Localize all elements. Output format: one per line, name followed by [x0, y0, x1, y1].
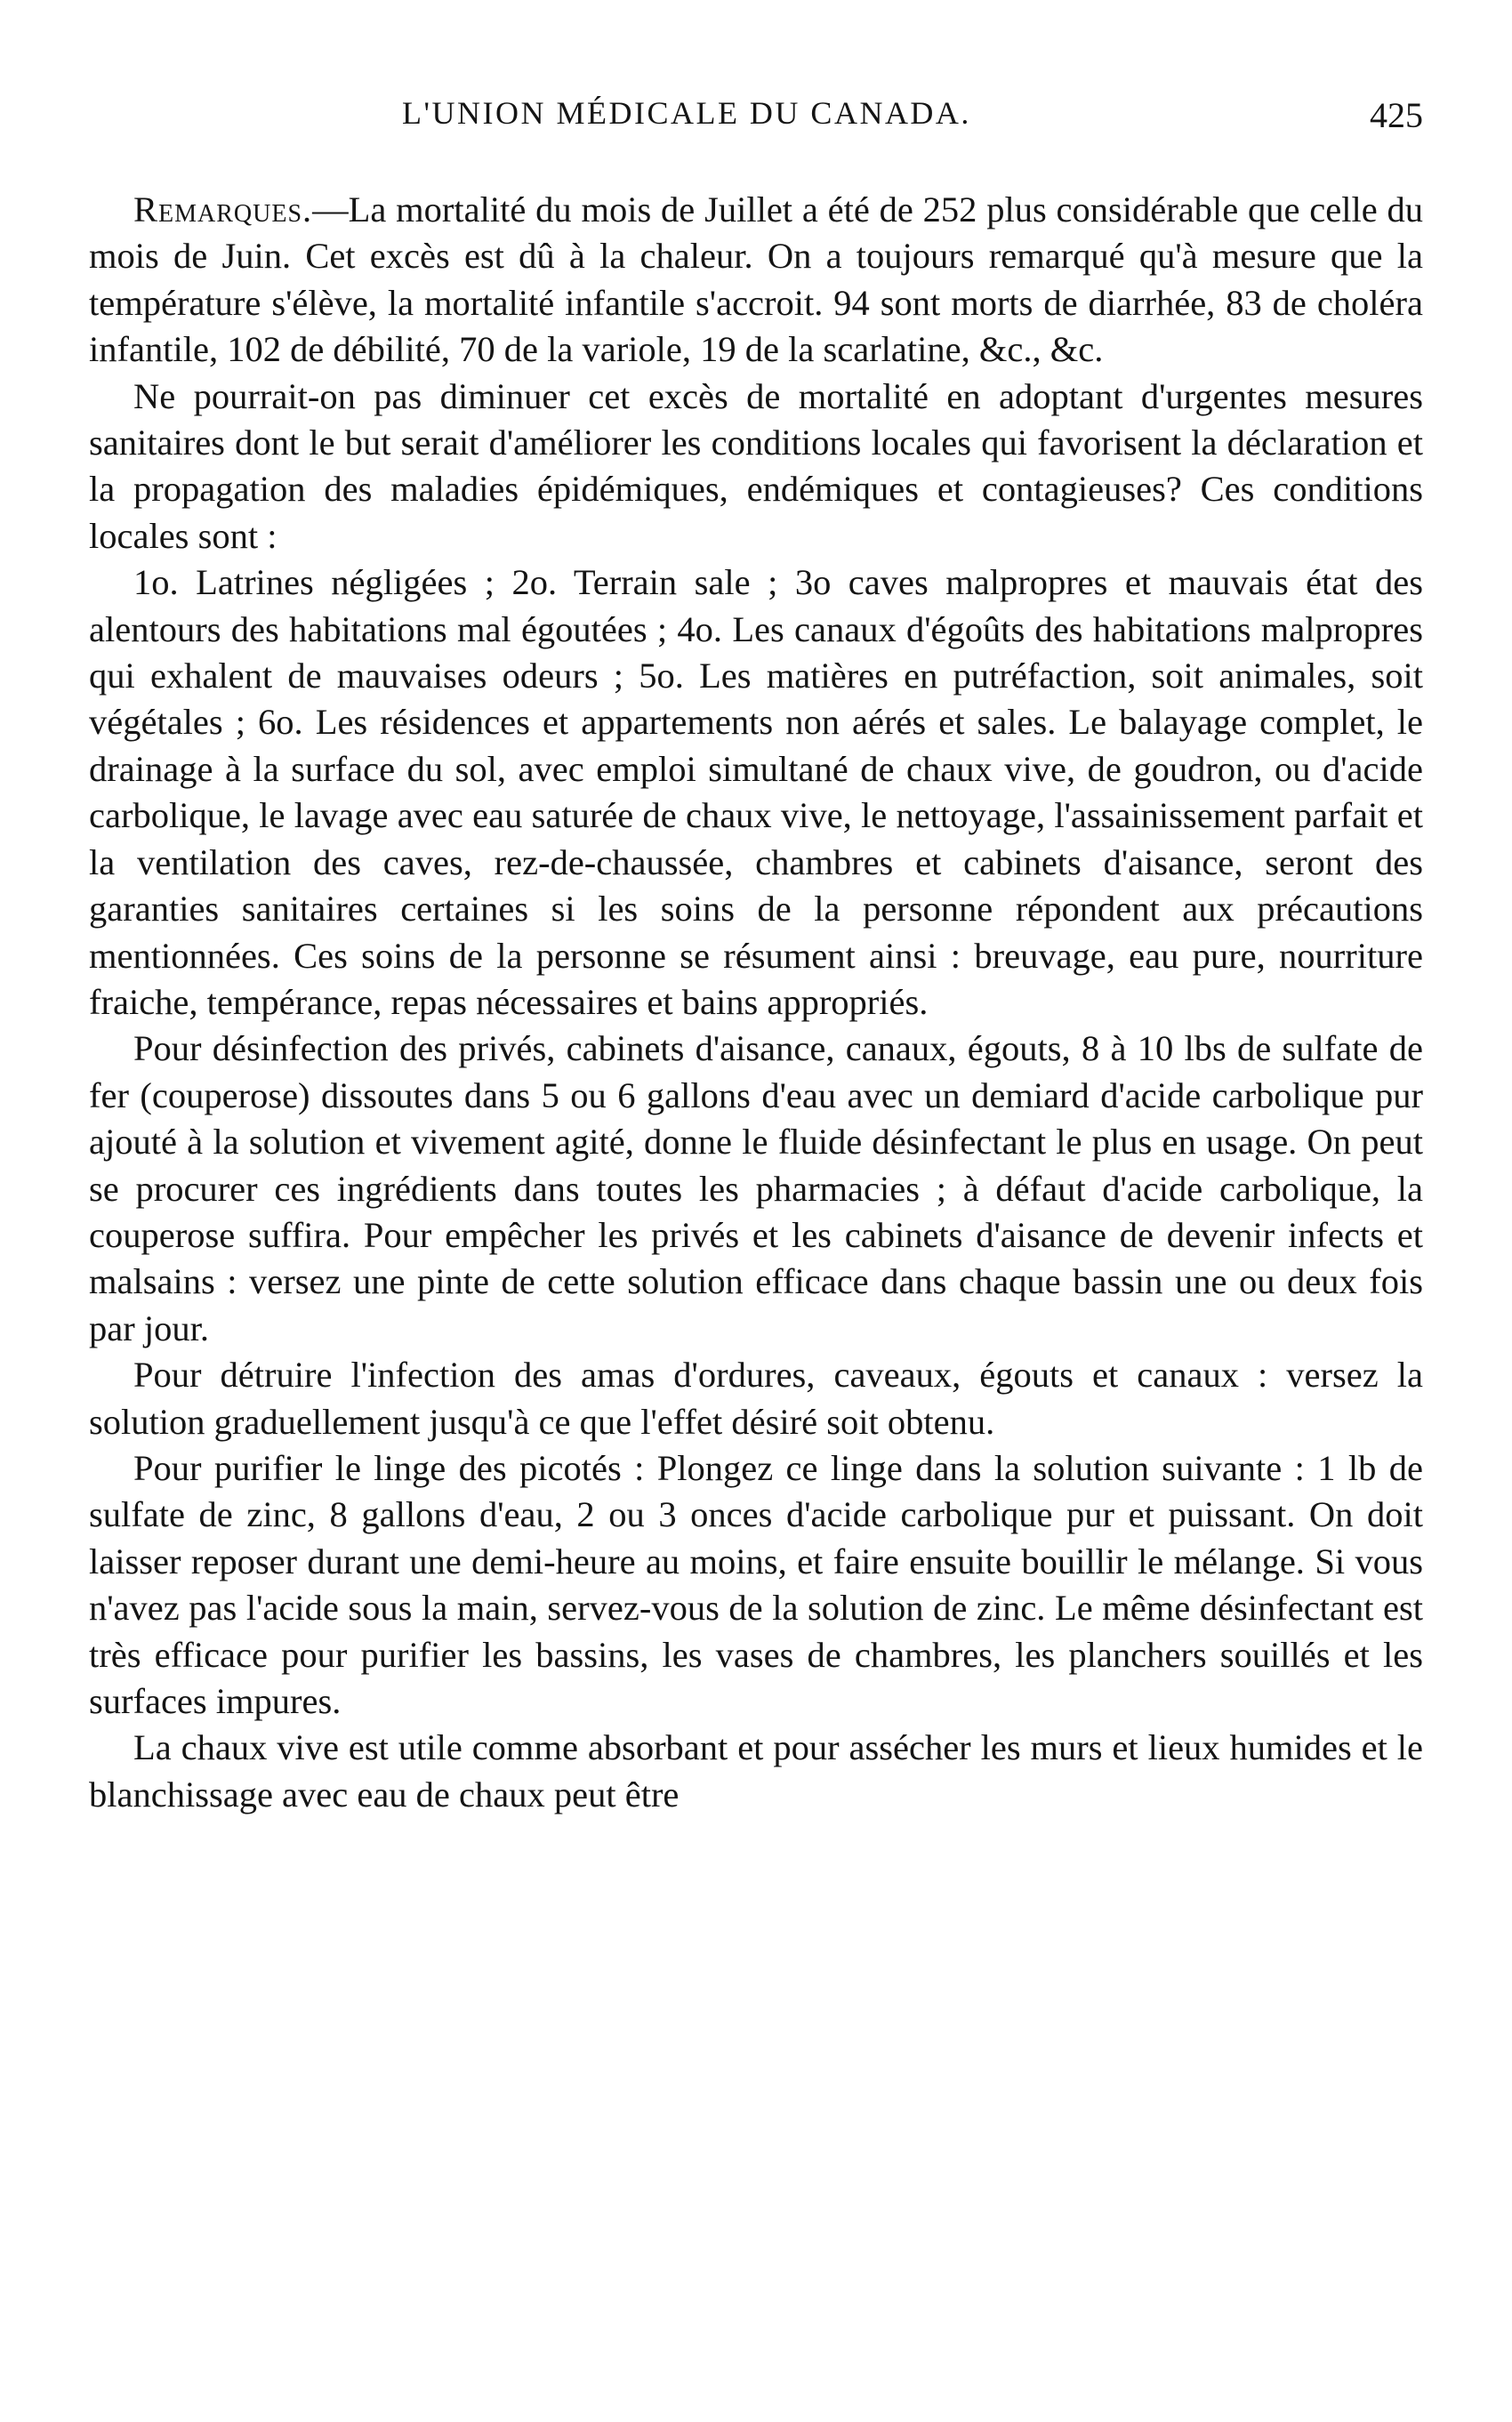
journal-title: L'UNION MÉDICALE DU CANADA. — [402, 95, 971, 131]
paragraph-mesures-sanitaires: Ne pourrait-on pas diminuer cet excès de mortalité en adoptant d'urgentes mesures sanitaires dont le but serait d'améliorer les conditions locales qui favorisent la déclaration et la propagation des maladies épidémiques, endémiques et contagieuses? Ces conditions locales sont : — [89, 375, 1423, 556]
paragraph-conditions-locales: 1o. Latrines négligées ; 2o. Terrain sale ; 3o caves malpropres et mauvais état des alentours des habitations mal égoutées ; 4o. Les canaux d'égoûts des habitations malpropres qui exhalent de mauvaises odeurs ; 5o. Les matières en putréfaction, soit animales, soit végétales ; 6o. Les résidences et appartements non aérés et sales. Le balayage complet, le drainage à la surface du sol, avec emploi simultané de chaux vive, de goudron, ou d'acide carbolique, le lavage avec eau saturée de chaux vive, le nettoyage, l'assainissement parfait et la ventilation des caves, rez-de-chaussée, chambres et cabinets d'aisance, seront des garanties sanitaires certaines si les soins de la personne répondent aux précautions mentionnées. Ces soins de la personne se résument ainsi : breuvage, eau pure, nourriture fraiche, tempérance, repas nécessaires et bains appropriés. — [89, 562, 1423, 1022]
paragraph-chaux-vive: La chaux vive est utile comme absorbant et pour assécher les murs et lieux humides et le blanchissage avec eau de chaux peut être — [89, 1727, 1423, 1814]
paragraph-purifier-linge: Pour purifier le linge des picotés : Plongez ce linge dans la solution suivante : 1 lb de sulfate de zinc, 8 gallons d'eau, 2 ou 3 onces d'acide carbolique pur et puissant. On doit laisser reposer durant une demi-heure au moins, et faire ensuite bouillir le mélange. Si vous n'avez pas l'acide sous la main, servez-vous de la solution de zinc. Le même désinfectant est très efficace pour purifier les bassins, les vases de chambres, les planchers souillés et les surfaces impures. — [89, 1447, 1423, 1721]
paragraph-remarques — [89, 187, 1423, 374]
paragraph-text: —La mortalité du mois de Juillet a été de 252 plus considérable que celle du mois de Juin. Cet excès est dû à la chaleur. On a toujours remarqué qu'à mesure que la température s'élève, la mortalité infantile s'accroit. 94 sont morts de diarrhée, 83 de choléra infantile, 102 de débilité, 70 de la variole, 19 de la scarlatine, &c., &c. — [89, 189, 1423, 370]
page-number: 425 — [1370, 95, 1423, 135]
paragraph-desinfection-prives: Pour désinfection des privés, cabinets d'aisance, canaux, égouts, 8 à 10 lbs de sulfate de fer (couperose) dissoutes dans 5 ou 6 gallons d'eau avec un demiard d'acide carbolique pur ajouté à la solution et vivement agité, donne le fluide désinfectant le plus en usage. On peut se procurer ces ingrédients dans toutes les pharmacies ; à défaut d'acide carbolique, la couperose suffira. Pour empêcher les privés et les cabinets d'aisance de devenir infects et malsains : versez une pinte de cette solution efficace dans chaque bassin une ou deux fois par jour. — [89, 1028, 1423, 1348]
running-header — [89, 94, 1423, 148]
article-body — [89, 187, 1423, 1818]
paragraph-detruire-infection: Pour détruire l'infection des amas d'ordures, caveaux, égouts et canaux : versez la solution graduellement jusqu'à ce que l'effet désiré soit obtenu. — [89, 1355, 1423, 1442]
section-lead: Remarques. — [133, 189, 313, 229]
